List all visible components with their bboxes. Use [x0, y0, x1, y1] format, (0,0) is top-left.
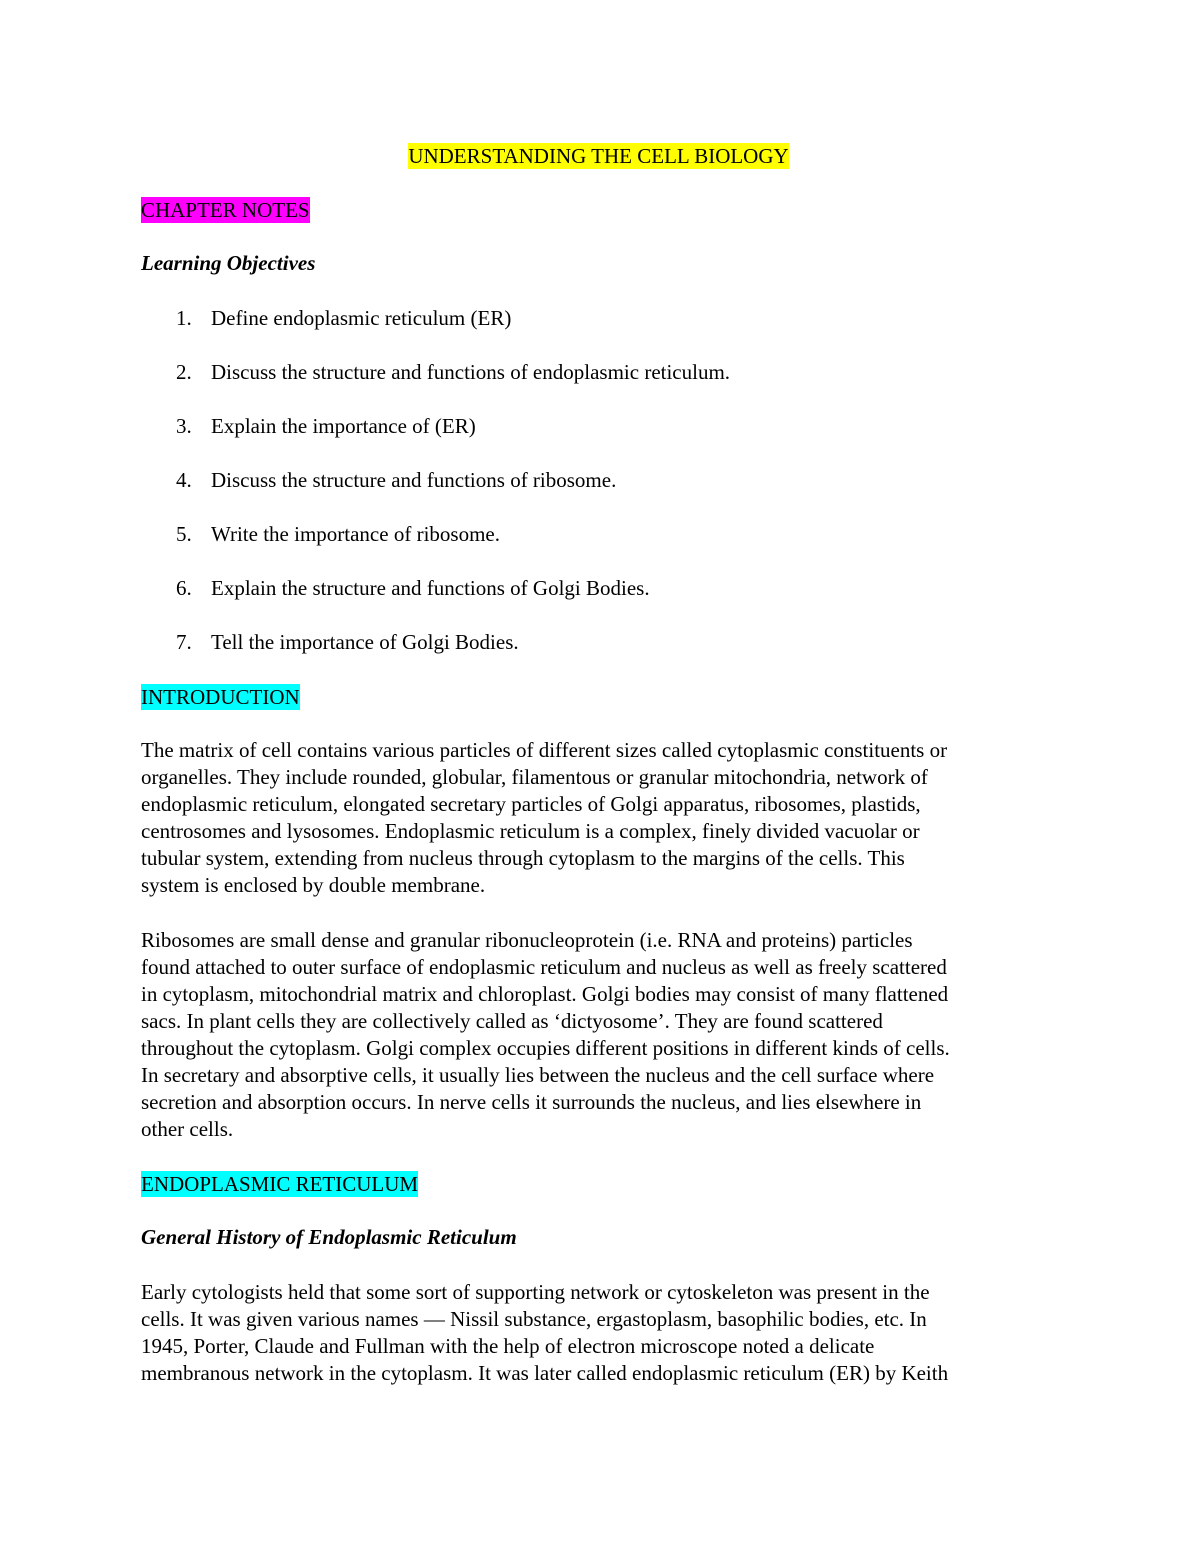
paragraph-line: system is enclosed by double membrane. [141, 873, 486, 897]
introduction-heading: INTRODUCTION [141, 685, 300, 709]
paragraph-line: centrosomes and lysosomes. Endoplasmic reticulum is a complex, finely divided vacuolar or [141, 819, 920, 843]
list-text: Explain the importance of (ER) [211, 414, 476, 438]
learning-objectives-heading: Learning Objectives [141, 251, 316, 275]
list-text: Discuss the structure and functions of endoplasmic reticulum. [211, 360, 731, 384]
list-text: Define endoplasmic reticulum (ER) [211, 306, 512, 330]
list-number: 2. [176, 360, 192, 384]
intro-paragraph-1 [141, 737, 1056, 899]
paragraph-line: secretion and absorption occurs. In nerve cells it surrounds the nucleus, and lies elsewhere in [141, 1090, 922, 1114]
paragraph-line: Ribosomes are small dense and granular ribonucleoprotein (i.e. RNA and proteins) particles [141, 928, 913, 952]
paragraph-line: found attached to outer surface of endoplasmic reticulum and nucleus as well as freely scattered [141, 955, 947, 979]
paragraph-line: tubular system, extending from nucleus through cytoplasm to the margins of the cells. This [141, 846, 905, 870]
paragraph-line: cells. It was given various names — Nissil substance, ergastoplasm, basophilic bodies, etc. In [141, 1307, 927, 1331]
intro-paragraph-2 [141, 927, 1056, 1143]
list-number: 5. [176, 522, 192, 546]
history-paragraph [141, 1279, 1056, 1387]
list-text: Discuss the structure and functions of ribosome. [211, 468, 617, 492]
paragraph-line: throughout the cytoplasm. Golgi complex occupies different positions in different kinds of cells. [141, 1036, 950, 1060]
list-number: 7. [176, 630, 192, 654]
er-heading: ENDOPLASMIC RETICULUM [141, 1172, 419, 1196]
paragraph-line: organelles. They include rounded, globular, filamentous or granular mitochondria, network of [141, 765, 928, 789]
chapter-notes-container [141, 197, 310, 223]
paragraph-line: endoplasmic reticulum, elongated secretary particles of Golgi apparatus, ribosomes, plastids, [141, 792, 921, 816]
chapter-notes-heading: CHAPTER NOTES [141, 198, 310, 222]
paragraph-line: In secretary and absorptive cells, it usually lies between the nucleus and the cell surface where [141, 1063, 935, 1087]
history-heading: General History of Endoplasmic Reticulum [141, 1225, 517, 1249]
list-text: Explain the structure and functions of Golgi Bodies. [211, 576, 650, 600]
paragraph-line: in cytoplasm, mitochondrial matrix and chloroplast. Golgi bodies may consist of many flattened [141, 982, 949, 1006]
paragraph-line: 1945, Porter, Claude and Fullman with the help of electron microscope noted a delicate [141, 1334, 875, 1358]
paragraph-line: membranous network in the cytoplasm. It was later called endoplasmic reticulum (ER) by Keith [141, 1361, 949, 1385]
list-number: 3. [176, 414, 192, 438]
paragraph-line: other cells. [141, 1117, 234, 1141]
list-number: 6. [176, 576, 192, 600]
er-heading-container [141, 1171, 418, 1197]
list-number: 4. [176, 468, 192, 492]
paragraph-line: The matrix of cell contains various particles of different sizes called cytoplasmic constituents or [141, 738, 948, 762]
list-number: 1. [176, 306, 192, 330]
list-text: Write the importance of ribosome. [211, 522, 500, 546]
title-container [141, 143, 1056, 169]
paragraph-line: Early cytologists held that some sort of supporting network or cytoskeleton was present in the [141, 1280, 930, 1304]
paragraph-line: sacs. In plant cells they are collectively called as ‘dictyosome’. They are found scattered [141, 1009, 883, 1033]
introduction-container [141, 684, 300, 710]
list-text: Tell the importance of Golgi Bodies. [211, 630, 519, 654]
document-title: UNDERSTANDING THE CELL BIOLOGY [408, 144, 789, 168]
